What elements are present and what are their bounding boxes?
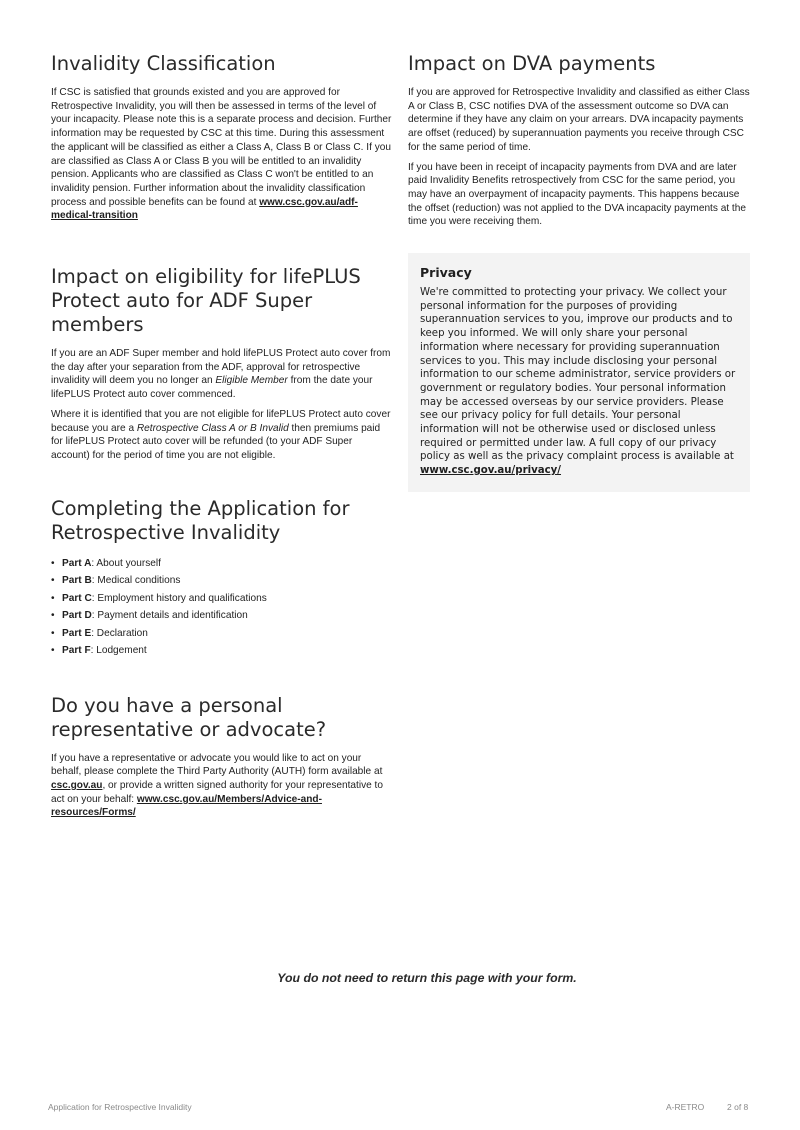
representative-heading: Do you have a personal representative or advocate?: [51, 693, 327, 741]
representative-section: [51, 694, 393, 821]
privacy-heading: Privacy: [420, 265, 472, 281]
lifeplus-p1-text-b: from the date your lifePLUS Protect auto cover commenced.: [51, 375, 373, 401]
parts-list: [51, 555, 393, 660]
list-item: [62, 607, 393, 625]
eligible-member-term: Eligible Member: [215, 375, 288, 387]
lifeplus-p2-text-b: then premiums paid for lifePLUS Protect auto cover will be refunded (to your ADF Super account) for the period of time you are not eligible.: [51, 422, 381, 461]
invalidity-heading: Invalidity Classification: [51, 52, 276, 75]
list-item: [62, 625, 393, 643]
representative-text-b: , or provide a written signed authority for your representative to act on your behalf:: [51, 780, 383, 805]
lifeplus-paragraph-1: [51, 347, 393, 402]
dva-section: [408, 52, 750, 229]
privacy-policy-link[interactable]: www.csc.gov.au/privacy/: [420, 465, 562, 477]
part-description: : Payment details and identification: [91, 610, 248, 622]
part-label: Part F: [62, 645, 91, 657]
forms-link[interactable]: www.csc.gov.au/Members/Advice-and-resources/Forms/: [51, 793, 322, 819]
footer-form-code: A-RETRO: [666, 1102, 705, 1112]
adf-medical-transition-link[interactable]: www.csc.gov.au/adf-medical-transition: [51, 196, 358, 222]
list-item: [62, 590, 393, 608]
part-description: : Lodgement: [90, 645, 147, 657]
footer-page-number: 2 of 8: [727, 1102, 749, 1112]
return-page-note: You do not need to return this page with your form.: [277, 971, 577, 985]
left-column: [51, 52, 393, 854]
completing-heading: Completing the Application for Retrospective Invalidity: [51, 496, 350, 544]
invalidity-text: If CSC is satisfied that grounds existed and you are approved for Retrospective Invalidity, you will then be assessed in terms of the level of your incapacity. Please note this is a separate process and decision. Further information may be requested by CSC at this time. During this assessment the applicant will be classified as either a Class A, Class B or Class C. If you are classified as Class A or Class B you will be entitled to an invalidity pension. Applicants who are classified as Class C won't be entitled to an invalidity pension. Further information about the invalidity classification process and possible benefits can be found at: [51, 87, 392, 208]
lifeplus-paragraph-2: [51, 408, 393, 463]
lifeplus-heading: Impact on eligibility for lifePLUS Protect auto for ADF Super members: [51, 265, 361, 337]
privacy-text: We're committed to protecting your privacy. We collect your personal information for the purposes of providing superannuation services to you, improve our products and to keep you informed. We will only share your personal information where necessary for providing superannuation services to you. This may include disclosing your personal information to our scheme administrator, service providers or government or regulatory bodies. Your personal information may be accessed overseas by our service providers. Please see our privacy policy for full details. Your personal information will not be otherwise used or disclosed unless required or permitted under law. A full copy of our privacy policy as well as the privacy complaint process is available at: [420, 287, 736, 463]
footer-document-title: Application for Retrospective Invalidity: [48, 1102, 192, 1112]
dva-paragraph-1: If you are approved for Retrospective Invalidity and classified as either Class A or Class B, CSC notifies DVA of the assessment outcome so DVA can determine if they have any claim on your arrears. DVA incapacity payments are offset (reduced) by superannuation payments you receive through CSC for the same period of time.: [408, 87, 750, 153]
completing-section: [51, 497, 393, 660]
list-item: [62, 642, 393, 660]
representative-paragraph: [51, 752, 393, 821]
part-label: Part E: [62, 627, 92, 639]
part-description: : Employment history and qualifications: [91, 592, 267, 604]
lifeplus-section: [51, 265, 393, 463]
part-label: Part B: [62, 575, 92, 587]
dva-heading: Impact on DVA payments: [408, 52, 656, 75]
part-description: : About yourself: [91, 557, 161, 569]
part-description: : Medical conditions: [91, 575, 181, 587]
list-item: [62, 572, 393, 590]
privacy-box: [408, 253, 750, 492]
part-label: Part C: [62, 592, 92, 604]
right-column: [408, 52, 750, 492]
lifeplus-p1-text-a: If you are an ADF Super member and hold lifePLUS Protect auto cover from the day after your separation from the ADF, approval for retrospective invalidity will deem you no longer an: [51, 348, 391, 387]
representative-text-a: If you have a representative or advocate you would like to act on your behalf, please complete the Third Party Authority (AUTH) form available at: [51, 752, 383, 778]
retrospective-invalid-term: Retrospective Class A or B Invalid: [136, 422, 289, 434]
part-label: Part A: [62, 557, 92, 569]
csc-website-link[interactable]: csc.gov.au: [51, 780, 103, 792]
dva-paragraph-2: If you have been in receipt of incapacity payments from DVA and are later paid Invalidity Benefits retrospectively from CSC for the same period, you may have an overpayment of incapacity payments. This happens because the offset (reduction) was not applied to the DVA incapacity payments at the time you were receiving them.: [408, 161, 746, 228]
part-description: : Declaration: [91, 627, 148, 639]
part-label: Part D: [62, 610, 92, 622]
invalidity-paragraph: [51, 86, 393, 223]
invalidity-section: [51, 52, 393, 223]
lifeplus-p2-text-a: Where it is identified that you are not eligible for lifePLUS Protect auto cover because you are a: [51, 408, 391, 434]
list-item: [62, 555, 393, 573]
privacy-paragraph: [420, 286, 738, 478]
